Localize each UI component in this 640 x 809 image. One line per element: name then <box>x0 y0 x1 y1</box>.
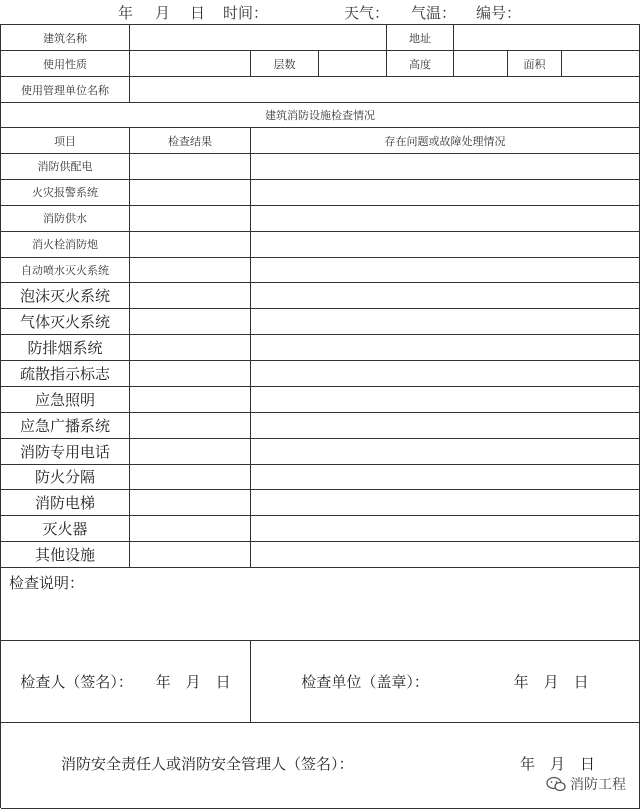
responsible-sign-cell[interactable] <box>1 723 640 809</box>
result-cell[interactable] <box>130 258 251 284</box>
result-cell[interactable] <box>130 232 251 258</box>
field-mgmt-unit[interactable] <box>130 77 640 103</box>
item-label: 消防专用电话 <box>1 439 130 465</box>
issue-cell[interactable] <box>251 309 640 335</box>
inspection-form <box>0 24 640 808</box>
watermark-text: 消防工程 <box>570 777 626 793</box>
header-temp: 气温： <box>411 4 457 22</box>
issue-cell[interactable] <box>251 516 640 542</box>
col-header-issue: 存在问题或故障处理情况 <box>251 128 640 154</box>
field-usage[interactable] <box>130 51 251 77</box>
field-floors[interactable] <box>319 51 387 77</box>
label-floors: 层数 <box>251 51 319 77</box>
unit-seal-cell[interactable] <box>251 641 640 723</box>
result-cell[interactable] <box>130 413 251 439</box>
result-cell[interactable] <box>130 283 251 309</box>
issue-cell[interactable] <box>251 387 640 413</box>
issue-cell[interactable] <box>251 258 640 284</box>
unit-label: 检查单位（盖章）： <box>301 673 429 691</box>
header-weather: 天气： <box>344 4 390 22</box>
issue-cell[interactable] <box>251 335 640 361</box>
header-number: 编号： <box>476 4 522 22</box>
label-address: 地址 <box>387 25 454 51</box>
field-address[interactable] <box>454 25 640 51</box>
result-cell[interactable] <box>130 387 251 413</box>
issue-cell[interactable] <box>251 465 640 491</box>
label-building-name: 建筑名称 <box>1 25 130 51</box>
item-label: 消防电梯 <box>1 490 130 516</box>
item-label: 防火分隔 <box>1 465 130 491</box>
field-height[interactable] <box>454 51 508 77</box>
result-cell[interactable] <box>130 516 251 542</box>
result-cell[interactable] <box>130 361 251 387</box>
header-month: 月 <box>155 4 171 22</box>
issue-cell[interactable] <box>251 413 640 439</box>
notes-label: 检查说明： <box>9 574 85 592</box>
inspector-label: 检查人（签名）： <box>20 673 133 691</box>
issue-cell[interactable] <box>251 283 640 309</box>
item-label: 消防供配电 <box>1 154 130 180</box>
item-label: 其他设施 <box>1 542 130 568</box>
header-day: 日 <box>190 4 206 22</box>
result-cell[interactable] <box>130 465 251 491</box>
result-cell[interactable] <box>130 206 251 232</box>
issue-cell[interactable] <box>251 154 640 180</box>
result-cell[interactable] <box>130 490 251 516</box>
item-label: 气体灭火系统 <box>1 309 130 335</box>
inspector-date: 年 月 日 <box>155 673 231 691</box>
item-label: 自动喷水灭火系统 <box>1 258 130 284</box>
item-label: 应急照明 <box>1 387 130 413</box>
result-cell[interactable] <box>130 180 251 206</box>
issue-cell[interactable] <box>251 206 640 232</box>
label-mgmt-unit: 使用管理单位名称 <box>1 77 130 103</box>
issue-cell[interactable] <box>251 232 640 258</box>
issue-cell[interactable] <box>251 361 640 387</box>
result-cell[interactable] <box>130 542 251 568</box>
col-header-item: 项目 <box>1 128 130 154</box>
issue-cell[interactable] <box>251 542 640 568</box>
field-building-name[interactable] <box>130 25 387 51</box>
section-title: 建筑消防设施检查情况 <box>1 103 640 128</box>
label-area: 面积 <box>508 51 562 77</box>
result-cell[interactable] <box>130 439 251 465</box>
notes-box[interactable] <box>1 568 640 641</box>
result-cell[interactable] <box>130 154 251 180</box>
item-label: 火灾报警系统 <box>1 180 130 206</box>
result-cell[interactable] <box>130 309 251 335</box>
col-header-result: 检查结果 <box>130 128 251 154</box>
header-time: 时间： <box>223 4 269 22</box>
result-cell[interactable] <box>130 335 251 361</box>
form-header <box>0 0 640 24</box>
item-label: 防排烟系统 <box>1 335 130 361</box>
item-label: 泡沫灭火系统 <box>1 283 130 309</box>
item-label: 消火栓消防炮 <box>1 232 130 258</box>
unit-date: 年 月 日 <box>513 673 589 691</box>
item-label: 疏散指示标志 <box>1 361 130 387</box>
issue-cell[interactable] <box>251 490 640 516</box>
issue-cell[interactable] <box>251 439 640 465</box>
issue-cell[interactable] <box>251 180 640 206</box>
label-height: 高度 <box>387 51 454 77</box>
responsible-date: 年 月 日 <box>519 755 595 773</box>
item-label: 灭火器 <box>1 516 130 542</box>
header-year: 年 <box>118 4 134 22</box>
field-area[interactable] <box>562 51 640 77</box>
item-label: 消防供水 <box>1 206 130 232</box>
responsible-label: 消防安全责任人或消防安全管理人（签名）： <box>61 755 354 773</box>
wechat-icon <box>546 776 566 792</box>
label-usage: 使用性质 <box>1 51 130 77</box>
watermark <box>546 774 626 794</box>
item-label: 应急广播系统 <box>1 413 130 439</box>
inspector-sign-cell[interactable] <box>1 641 251 723</box>
